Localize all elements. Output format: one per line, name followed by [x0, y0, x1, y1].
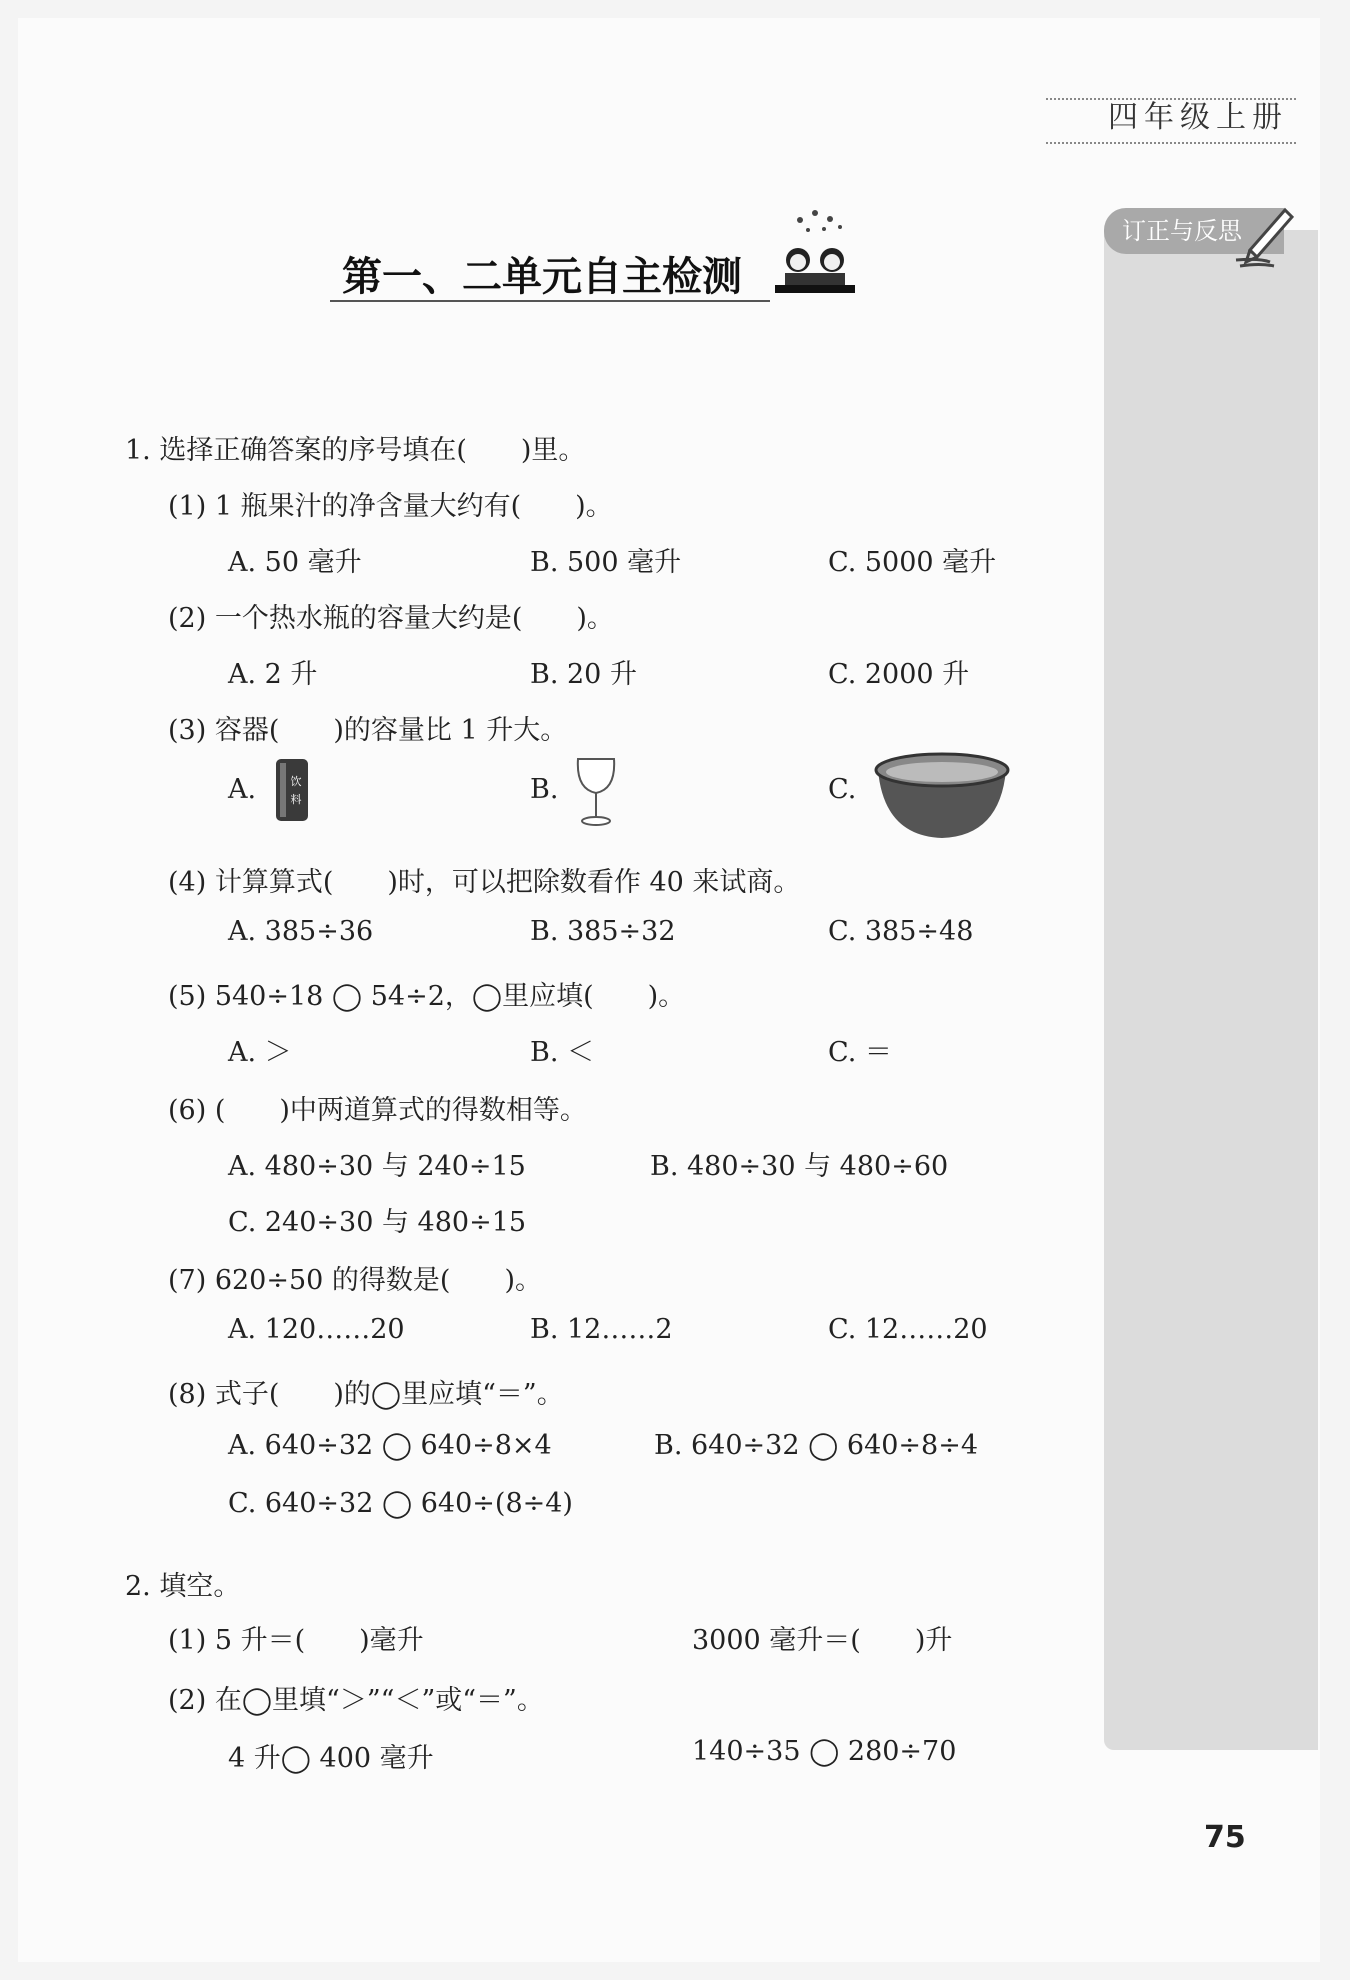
q1-3-option-a: A.: [228, 774, 257, 805]
wine-glass-image: [572, 755, 620, 827]
q1-2-option-a: A. 2 升: [228, 659, 318, 690]
q1-2-stem: (2) 一个热水瓶的容量大约是( )。: [168, 603, 614, 634]
q1-8-option-b: B. 640÷32 ◯ 640÷8÷4: [654, 1430, 979, 1461]
q1-8-option-c: C. 640÷32 ◯ 640÷(8÷4): [228, 1488, 573, 1519]
q2-2-right: 140÷35 ◯ 280÷70: [692, 1736, 957, 1767]
q1-6-option-b: B. 480÷30 与 480÷60: [650, 1151, 949, 1182]
svg-text:饮: 饮: [290, 775, 302, 788]
q1-stem: 1. 选择正确答案的序号填在( )里。: [125, 435, 586, 466]
q1-5-stem: (5) 540÷18 ◯ 54÷2，◯里应填( )。: [168, 981, 686, 1012]
q1-5-option-a: A. ＞: [228, 1037, 292, 1068]
q1-1-option-c: C. 5000 毫升: [828, 547, 997, 578]
q1-6-option-a: A. 480÷30 与 240÷15: [228, 1151, 526, 1182]
q1-4-option-b: B. 385÷32: [530, 916, 676, 947]
q2-stem: 2. 填空。: [125, 1571, 241, 1602]
q2-2-left: 4 升◯ 400 毫升: [228, 1743, 434, 1774]
q1-1-stem: (1) 1 瓶果汁的净含量大约有( )。: [168, 491, 613, 522]
q1-1-option-a: A. 50 毫升: [228, 547, 362, 578]
q2-2-stem: (2) 在◯里填“＞”“＜”或“＝”。: [168, 1685, 544, 1716]
q1-7-stem: (7) 620÷50 的得数是( )。: [168, 1265, 542, 1296]
q1-3-stem: (3) 容器( )的容量比 1 升大。: [168, 715, 568, 746]
q1-1-option-b: B. 500 毫升: [530, 547, 682, 578]
grade-label: 四年级上册: [1108, 100, 1288, 135]
q1-2-option-c: C. 2000 升: [828, 659, 970, 690]
q1-4-option-c: C. 385÷48: [828, 916, 974, 947]
q2-1-right: 3000 毫升＝( )升: [692, 1625, 953, 1656]
q1-4-option-a: A. 385÷36: [228, 916, 374, 947]
q1-7-option-a: A. 120……20: [228, 1314, 405, 1345]
q1-2-option-b: B. 20 升: [530, 659, 637, 690]
q1-7-option-c: C. 12……20: [828, 1314, 988, 1345]
title-underline: [330, 300, 770, 302]
q1-8-option-a: A. 640÷32 ◯ 640÷8×4: [228, 1430, 552, 1461]
q1-4-stem: (4) 计算算式( )时，可以把除数看作 40 来试商。: [168, 867, 801, 898]
q1-7-option-b: B. 12……2: [530, 1314, 673, 1345]
q1-8-stem: (8) 式子( )的◯里应填“＝”。: [168, 1379, 564, 1410]
q1-6-option-c: C. 240÷30 与 480÷15: [228, 1207, 527, 1238]
page-number: 75: [1204, 1820, 1246, 1855]
bowl-image: [872, 750, 1012, 842]
q1-5-option-c: C. ＝: [828, 1037, 892, 1068]
drink-can-image: [272, 755, 312, 825]
correction-tab: 订正与反思: [1104, 208, 1284, 254]
q2-1-left: (1) 5 升＝( )毫升: [168, 1625, 424, 1656]
pencil-icon: [1230, 200, 1300, 270]
q1-3-option-c: C.: [828, 774, 857, 805]
kids-reading-illustration: [770, 205, 860, 300]
correction-sidebar: [1104, 230, 1318, 1750]
svg-text:料: 料: [290, 793, 302, 806]
q1-5-option-b: B. ＜: [530, 1037, 595, 1068]
q1-6-stem: (6) ( )中两道算式的得数相等。: [168, 1095, 587, 1126]
page-title: 第一、二单元自主检测: [342, 253, 742, 300]
q1-3-option-b: B.: [530, 774, 559, 805]
